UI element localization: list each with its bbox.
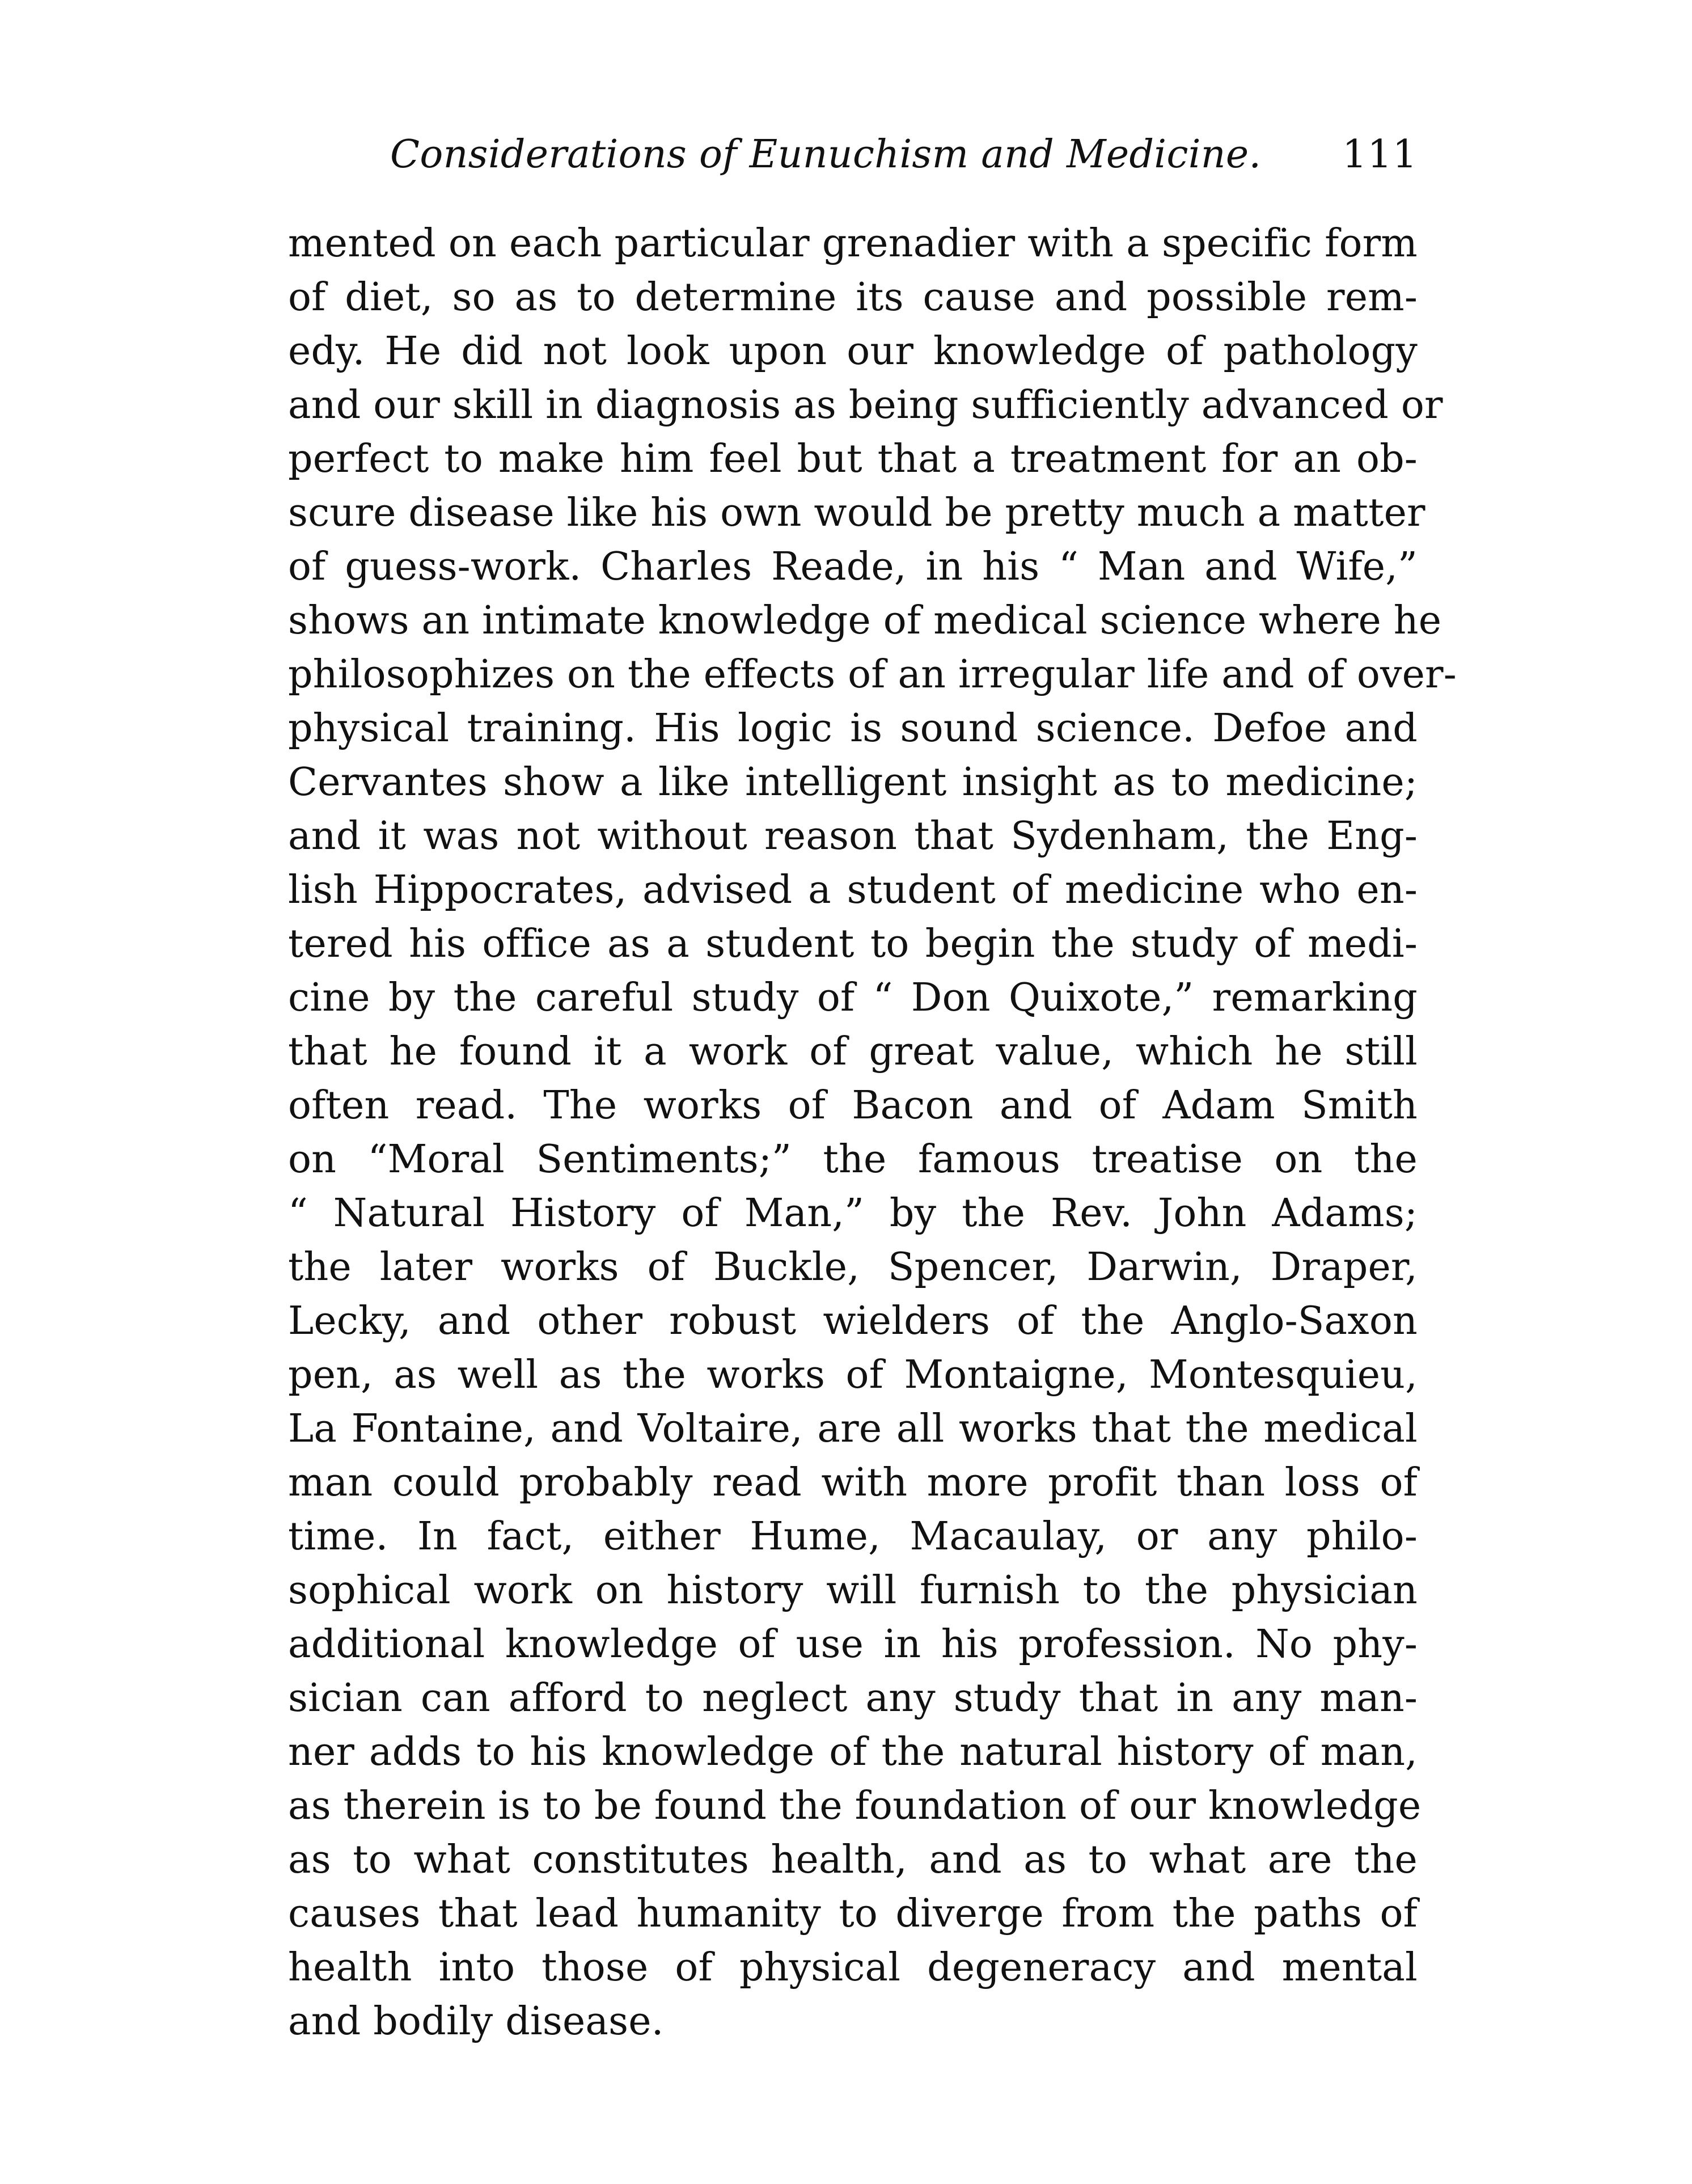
text-line: La Fontaine, and Voltaire, are all works that the medical — [288, 1406, 1418, 1451]
text-line: tered his office as a student to begin the study of medi- — [288, 922, 1418, 966]
text-line: as to what constitutes health, and as to what are the — [288, 1837, 1418, 1882]
text-line: of guess-work. Charles Reade, in his “ Man and Wife,” — [288, 544, 1418, 589]
text-line: often read. The works of Bacon and of Adam Smith — [288, 1083, 1418, 1128]
body-text — [288, 217, 1457, 2048]
text-line: lish Hippocrates, advised a student of medicine who en- — [288, 868, 1418, 913]
text-line: ner adds to his knowledge of the natural history of man, — [288, 1730, 1418, 1775]
text-line: philosophizes on the effects of an irregular life and of over- — [288, 652, 1457, 697]
running-head — [390, 129, 1418, 180]
text-line: the later works of Buckle, Spencer, Darwin, Draper, — [288, 1245, 1418, 1290]
text-line: sician can afford to neglect any study that in any man- — [288, 1676, 1418, 1721]
text-line: causes that lead humanity to diverge from the paths of — [288, 1891, 1418, 1936]
running-title: Considerations of Eunuchism and Medicine. — [390, 132, 1262, 177]
text-line: pen, as well as the works of Montaigne, Montesquieu, — [288, 1353, 1418, 1397]
text-line: Cervantes show a like intelligent insight as to medicine; — [288, 760, 1418, 805]
text-line: physical training. His logic is sound science. Defoe and — [288, 706, 1418, 751]
text-line: on “Moral Sentiments;” the famous treatise on the — [288, 1137, 1418, 1182]
text-line: and bodily disease. — [288, 1999, 664, 2044]
text-line: sophical work on history will furnish to the physician — [288, 1568, 1418, 1613]
text-line: man could probably read with more profit than loss of — [288, 1460, 1418, 1505]
text-line: perfect to make him feel but that a treatment for an ob- — [288, 437, 1418, 481]
text-line: as therein is to be found the foundation of our knowledge — [288, 1784, 1422, 1828]
text-line: time. In fact, either Hume, Macaulay, or any philo- — [288, 1514, 1418, 1559]
text-line: and it was not without reason that Sydenham, the Eng- — [288, 814, 1418, 859]
text-line: “ Natural History of Man,” by the Rev. John Adams; — [288, 1191, 1418, 1236]
text-line: edy. He did not look upon our knowledge of pathology — [288, 329, 1418, 374]
text-line: health into those of physical degeneracy and mental — [288, 1945, 1418, 1990]
text-line: that he found it a work of great value, which he still — [288, 1029, 1418, 1074]
text-line: and our skill in diagnosis as being sufficiently advanced or — [288, 383, 1443, 428]
text-line: scure disease like his own would be pretty much a matter — [288, 491, 1425, 535]
text-line: additional knowledge of use in his profession. No phy- — [288, 1622, 1418, 1667]
text-line: mented on each particular grenadier with a specific form — [288, 221, 1418, 266]
text-line: of diet, so as to determine its cause and possible rem- — [288, 275, 1418, 320]
text-line: Lecky, and other robust wielders of the Anglo-Saxon — [288, 1299, 1418, 1344]
text-line: shows an intimate knowledge of medical science where he — [288, 598, 1442, 643]
text-line: cine by the careful study of “ Don Quixote,” remarking — [288, 975, 1418, 1020]
page-number: 111 — [1342, 132, 1418, 177]
